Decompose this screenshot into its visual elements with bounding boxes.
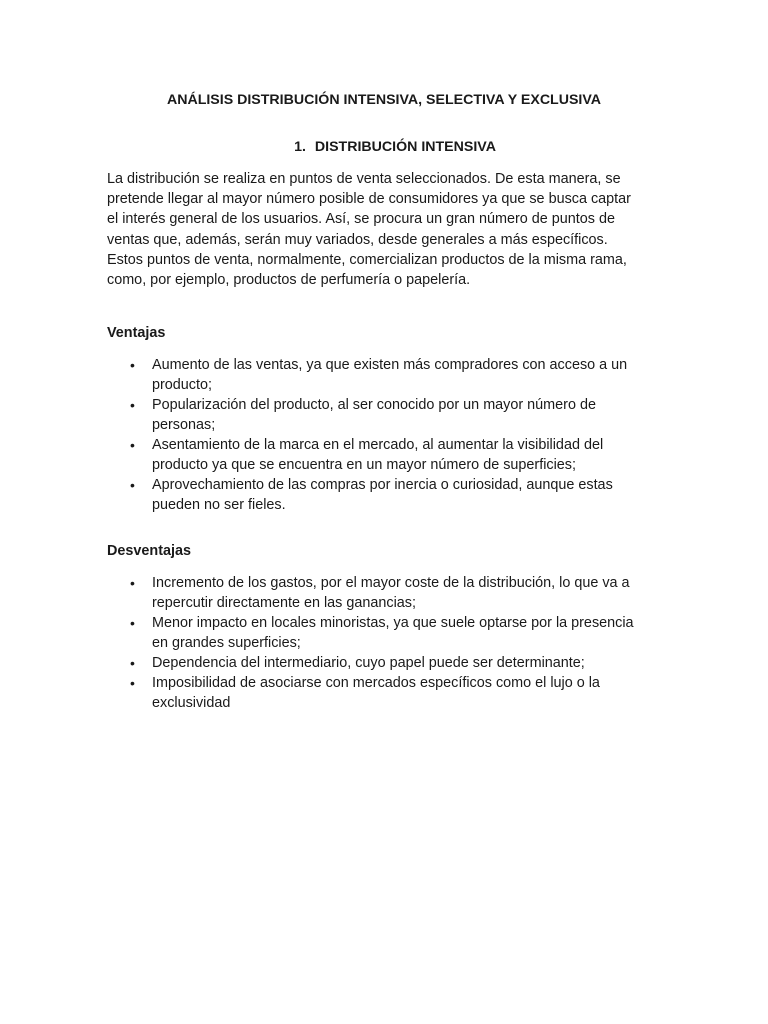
list-item-line: Imposibilidad de asociarse con mercados específicos como el lujo o la (152, 675, 600, 691)
list-item-line: Popularización del producto, al ser conocido por un mayor número de (152, 397, 596, 413)
list-item-line: Asentamiento de la marca en el mercado, al aumentar la visibilidad del (152, 437, 604, 453)
bullet-icon: • (130, 655, 135, 671)
list-item (107, 653, 667, 673)
list-item-line: Incremento de los gastos, por el mayor coste de la distribución, lo que va a (152, 575, 630, 591)
list-item (107, 475, 667, 515)
list-item (107, 355, 667, 395)
paragraph-line: el interés general de los usuarios. Así, se procura un gran número de puntos de (107, 211, 615, 228)
list-item-line: en grandes superficies; (152, 635, 301, 651)
list-item (107, 613, 667, 653)
paragraph-line: pretende llegar al mayor número posible de consumidores ya que se busca captar (107, 191, 631, 208)
section-number: 1. (294, 139, 306, 155)
list-item (107, 395, 667, 435)
ventajas-list (107, 355, 667, 515)
bullet-icon: • (130, 615, 135, 631)
section-title: DISTRIBUCIÓN INTENSIVA (314, 139, 496, 155)
document-title: ANÁLISIS DISTRIBUCIÓN INTENSIVA, SELECTIVA Y EXCLUSIVA (166, 92, 602, 108)
list-item-line: Aprovechamiento de las compras por inercia o curiosidad, aunque estas (152, 477, 613, 493)
desventajas-heading: Desventajas (107, 543, 191, 559)
list-item (107, 435, 667, 475)
list-item-line: Dependencia del intermediario, cuyo papel puede ser determinante; (152, 655, 585, 671)
paragraph-line: Estos puntos de venta, normalmente, comercializan productos de la misma rama, (107, 251, 627, 268)
ventajas-heading: Ventajas (107, 325, 166, 341)
section-heading (0, 139, 768, 155)
bullet-icon: • (130, 575, 135, 591)
intro-paragraph (107, 169, 662, 290)
bullet-icon: • (130, 357, 135, 373)
bullet-icon: • (130, 437, 135, 453)
paragraph-line: como, por ejemplo, productos de perfumería o papelería. (107, 272, 471, 289)
list-item-line: producto; (152, 377, 213, 393)
list-item (107, 573, 667, 613)
bullet-icon: • (130, 397, 135, 413)
list-item-line: repercutir directamente en las ganancias; (152, 595, 416, 611)
list-item-line: personas; (152, 417, 216, 433)
bullet-icon: • (130, 477, 135, 493)
bullet-icon: • (130, 675, 135, 691)
list-item-line: producto ya que se encuentra en un mayor número de superficies; (152, 457, 576, 473)
list-item (107, 673, 667, 713)
list-item-line: pueden no ser fieles. (152, 497, 286, 513)
list-item-line: exclusividad (152, 695, 231, 711)
list-item-line: Menor impacto en locales minoristas, ya que suele optarse por la presencia (152, 615, 634, 631)
paragraph-line: La distribución se realiza en puntos de venta seleccionados. De esta manera, se (107, 171, 621, 187)
list-item-line: Aumento de las ventas, ya que existen más compradores con acceso a un (152, 357, 628, 373)
paragraph-line: ventas que, además, serán muy variados, desde generales a más específicos. (107, 231, 608, 248)
desventajas-list (107, 573, 667, 713)
